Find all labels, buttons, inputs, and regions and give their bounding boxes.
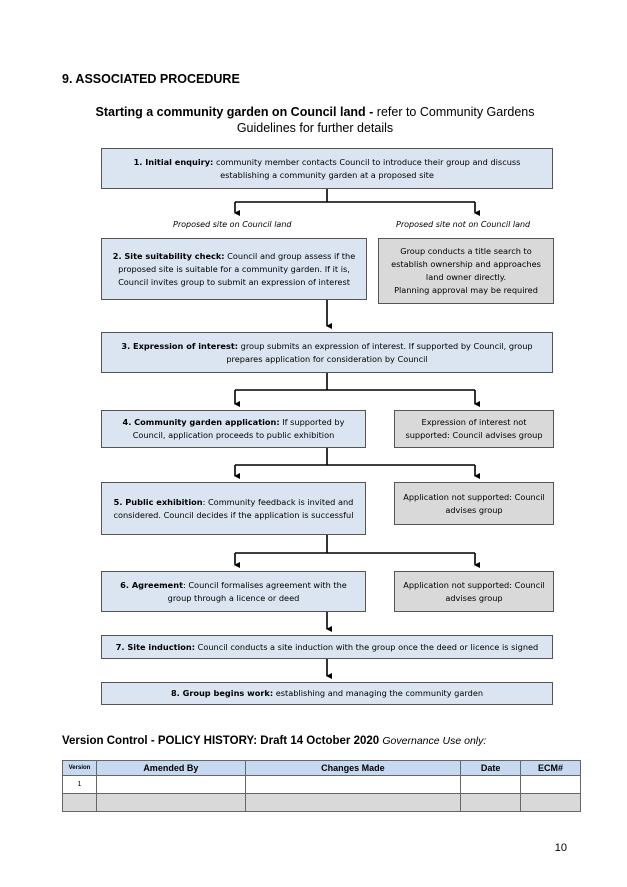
step-5-alt-not-supported xyxy=(394,482,554,525)
step-2-alt-line1: Group conducts a title search to establish ownership and approaches land owner directly. xyxy=(391,246,541,282)
step-2-bold: 2. Site suitability check: xyxy=(112,250,225,261)
subtitle-rest: refer to Community Gardens Guidelines for further details xyxy=(236,105,535,135)
step-4-text: If supported by Council, application proceeds to public exhibition xyxy=(132,417,345,440)
version-control-heading: Version Control - POLICY HISTORY: Draft 14 October 2020 xyxy=(62,735,380,747)
cell-version xyxy=(63,794,97,812)
branch-label-council-land: Proposed site on Council land xyxy=(173,220,292,229)
step-6-alt-text: Application not supported: Council advises group xyxy=(403,579,545,603)
cell-ecm xyxy=(521,776,581,794)
step-5-text: : Community feedback is invited and considered. Council decides if the application is successful xyxy=(113,496,354,520)
step-2-alt-title-search xyxy=(378,238,554,304)
cell-amended-by xyxy=(96,794,245,812)
step-5-bold: 5. Public exhibition xyxy=(113,496,203,507)
table-header-row xyxy=(63,761,581,776)
step-5-public-exhibition xyxy=(101,482,366,535)
col-ecm: ECM# xyxy=(521,761,581,776)
version-control-note: Governance Use only: xyxy=(382,735,487,747)
section-heading: 9. ASSOCIATED PROCEDURE xyxy=(62,72,240,86)
cell-date xyxy=(461,776,521,794)
step-3-bold: 3. Expression of interest: xyxy=(121,340,239,351)
table-row xyxy=(63,794,581,812)
step-1-text: community member contacts Council to introduce their group and discuss establishing a community garden at a proposed site xyxy=(213,156,521,180)
step-2-alt-line2: Planning approval may be required xyxy=(394,285,538,295)
step-3-expression-of-interest xyxy=(101,332,553,373)
cell-ecm xyxy=(521,794,581,812)
subtitle-bold: Starting a community garden on Council land - xyxy=(95,105,374,119)
step-8-bold: 8. Group begins work: xyxy=(170,688,274,698)
col-version: Version xyxy=(63,761,97,776)
step-7-bold: 7. Site induction: xyxy=(115,641,196,652)
cell-changes-made xyxy=(245,776,461,794)
step-7-text: Council conducts a site induction with the group once the deed or licence is signed xyxy=(195,641,539,652)
page-number: 10 xyxy=(554,842,567,854)
step-4-alt-not-supported xyxy=(394,410,554,448)
col-amended-by: Amended By xyxy=(96,761,245,776)
col-changes-made: Changes Made xyxy=(245,761,461,776)
step-2-site-suitability xyxy=(101,238,367,300)
step-2-text: Council and group assess if the proposed site is suitable for a community garden. If it is, Council invites group to submit an expression of interest xyxy=(118,250,356,287)
step-6-agreement xyxy=(101,571,366,612)
step-5-alt-text: Application not supported: Council advises group xyxy=(403,491,545,515)
col-date: Date xyxy=(461,761,521,776)
step-8-group-begins-work xyxy=(101,682,553,705)
step-7-site-induction xyxy=(101,635,553,659)
step-1-bold: 1. Initial enquiry: xyxy=(133,156,214,167)
step-4-bold: 4. Community garden application: xyxy=(122,417,280,427)
cell-date xyxy=(461,794,521,812)
cell-changes-made xyxy=(245,794,461,812)
cell-version: 1 xyxy=(63,776,97,794)
table-row xyxy=(63,776,581,794)
step-1-initial-enquiry xyxy=(101,148,553,189)
policy-history-table xyxy=(62,760,581,812)
version-control-title xyxy=(62,735,486,747)
cell-amended-by xyxy=(96,776,245,794)
step-4-community-garden-application xyxy=(101,410,366,448)
step-6-alt-not-supported xyxy=(394,571,554,612)
branch-label-not-council-land: Proposed site not on Council land xyxy=(396,220,531,229)
step-8-text: establishing and managing the community garden xyxy=(273,688,484,698)
step-4-alt-text: Expression of interest not supported: Council advises group xyxy=(405,417,543,440)
step-3-text: group submits an expression of interest. If supported by Council, group prepares application for consideration by Council xyxy=(226,340,533,364)
step-6-text: : Council formalises agreement with the group through a licence or deed xyxy=(167,579,347,603)
step-6-bold: 6. Agreement xyxy=(120,579,183,590)
